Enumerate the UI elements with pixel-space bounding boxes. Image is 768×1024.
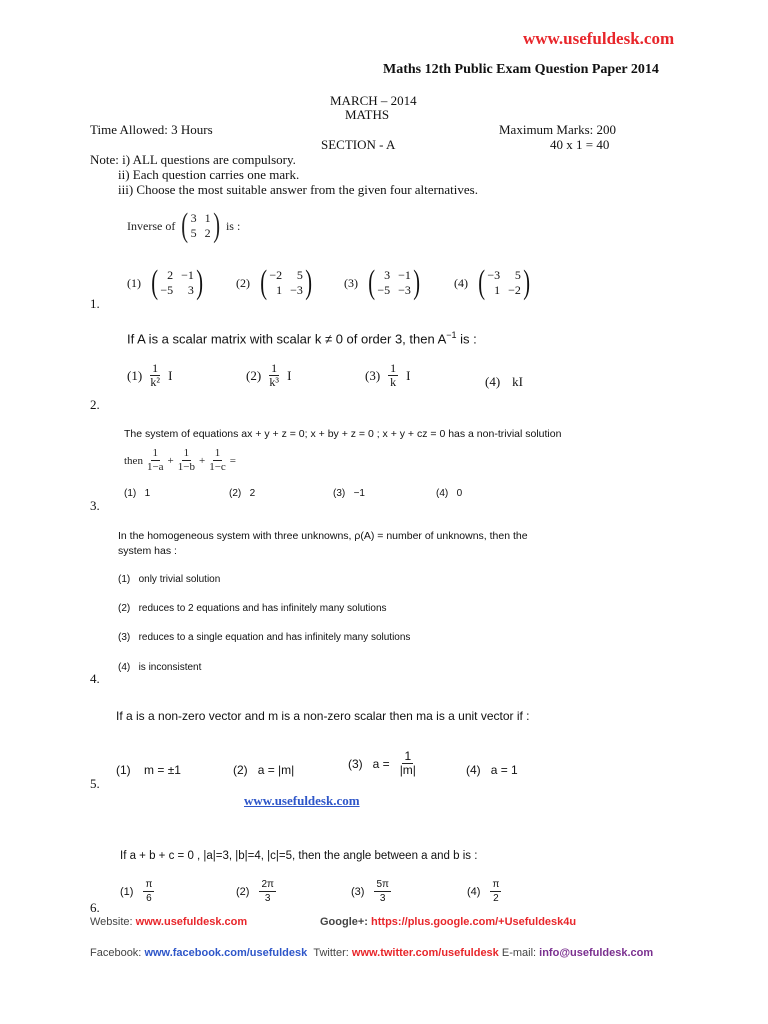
question-4-stem-line-1: In the homogeneous system with three unknowns, ρ(A) = number of unknowns, then the xyxy=(118,530,528,542)
q3-option-2[interactable]: (2) 2 xyxy=(229,488,256,499)
footer-twitter-link[interactable]: www.twitter.com/usefuldesk xyxy=(351,947,499,959)
q6-option-4[interactable]: (4) $\frac{\pi}{2}$ xyxy=(467,879,500,904)
footer-website-link[interactable]: www.usefuldesk.com xyxy=(135,916,248,928)
q2-option-3[interactable]: (3) $\frac{1}{k}$ I xyxy=(365,361,411,389)
q4-option-3[interactable]: (3) reduces to a single equation and has infinitely many solutions xyxy=(118,632,411,643)
q3-option-4[interactable]: (4) 0 xyxy=(436,488,463,499)
q1-option-2[interactable]: (2) ( −2 5 1 −3 ) xyxy=(236,264,312,301)
q4-option-1[interactable]: (1) only trivial solution xyxy=(118,574,221,585)
question-6-number: 6. xyxy=(90,900,100,915)
site-link[interactable]: www.usefuldesk.com xyxy=(523,29,675,48)
q2-option-4[interactable]: (4) kI xyxy=(485,374,524,389)
q3-option-1[interactable]: (1) 1 xyxy=(124,488,151,499)
footer-google-link[interactable]: https://plus.google.com/+Usefuldesk4u xyxy=(371,916,577,928)
exam-subject: MATHS xyxy=(345,107,390,122)
footer-email-link[interactable]: info@usefuldesk.com xyxy=(539,947,654,959)
question-5-number: 5. xyxy=(90,776,100,791)
q5-option-3[interactable]: (3) a = $\frac{1}{|m|}$ xyxy=(348,749,416,777)
q1-option-4[interactable]: (4) ( −3 5 1 −2 ) xyxy=(454,264,530,301)
question-3-expression: then $\frac{1}{1-a}$ + $\frac{1}{1-b}$ + $\frac{1}{1-c}$ = xyxy=(124,447,237,473)
section-marks: 40 x 1 = 40 xyxy=(550,137,610,152)
footer-website: Website: www.usefuldesk.com xyxy=(90,916,248,928)
note-line-3: iii) Choose the most suitable answer from the given four alternatives. xyxy=(118,182,478,197)
question-2-stem: If A is a scalar matrix with scalar k ≠ 0 of order 3, then $A^{-1}$ is : xyxy=(127,330,477,347)
question-2-number: 2. xyxy=(90,397,100,412)
time-allowed: Time Allowed: 3 Hours xyxy=(90,122,213,137)
q2-option-1[interactable]: (1) $\frac{1}{\text{k²}}$ I xyxy=(127,361,173,389)
q1-prefix: Inverse of xyxy=(127,218,176,233)
q6-option-2[interactable]: (2) $\frac{2\pi}{3}$ xyxy=(236,879,274,904)
page-title: Maths 12th Public Exam Question Paper 2014 xyxy=(383,62,659,77)
q5-option-2[interactable]: (2) a = |m| xyxy=(233,763,295,777)
section-title: SECTION - A xyxy=(321,137,396,152)
q1-option-1[interactable]: (1) ( 2 −1 −5 3 ) xyxy=(127,264,203,301)
q5-option-1[interactable]: (1) m = ±1 xyxy=(116,763,181,777)
q6-option-3[interactable]: (3) $\frac{5\pi}{3}$ xyxy=(351,879,389,904)
q1-suffix: is : xyxy=(225,218,241,233)
question-1-number: 1. xyxy=(90,296,100,311)
question-3-number: 3. xyxy=(90,498,100,513)
footer-facebook-link[interactable]: www.facebook.com/usefuldesk xyxy=(144,947,308,959)
exam-month: MARCH – 2014 xyxy=(330,93,417,108)
q2-option-2[interactable]: (2) $\frac{1}{\text{k³}}$ I xyxy=(246,361,292,389)
q4-option-4[interactable]: (4) is inconsistent xyxy=(118,662,202,673)
q3-option-3[interactable]: (3) −1 xyxy=(333,488,365,499)
note-line-1: Note: i) ALL questions are compulsory. xyxy=(90,152,296,167)
footer-social: Facebook: www.facebook.com/usefuldesk Twitter: www.twitter.com/usefuldesk E-mail: info@usefuldesk.com xyxy=(90,947,654,959)
question-3-stem: The system of equations ax + y + z = 0; x + by + z = 0 ; x + y + cz = 0 has a non-trivial solution xyxy=(124,428,562,440)
question-4-number: 4. xyxy=(90,671,100,686)
max-marks: Maximum Marks: 200 xyxy=(499,122,616,137)
footer-google: Google+: https://plus.google.com/+Usefuldesk4u xyxy=(320,916,577,928)
q1-matrix: ( 3 1 5 2 ) xyxy=(181,207,220,244)
q1-option-3[interactable]: (3) ( 3 −1 −5 −3 ) xyxy=(344,264,420,301)
q6-option-1[interactable]: (1) $\frac{\pi}{6}$ xyxy=(120,879,153,904)
question-4-stem-line-2: system has : xyxy=(118,545,177,557)
question-5-stem: If a is a non-zero vector and m is a non-zero scalar then ma is a unit vector if : xyxy=(116,709,530,723)
question-1-stem xyxy=(127,207,241,244)
mid-page-site-link[interactable]: www.usefuldesk.com xyxy=(244,793,360,808)
question-6-stem: If a + b + c = 0 , |a|=3, |b|=4, |c|=5, then the angle between a and b is : xyxy=(120,850,478,862)
q4-option-2[interactable]: (2) reduces to 2 equations and has infinitely many solutions xyxy=(118,603,387,614)
q5-option-4[interactable]: (4) a = 1 xyxy=(466,763,518,777)
note-line-2: ii) Each question carries one mark. xyxy=(118,167,300,182)
